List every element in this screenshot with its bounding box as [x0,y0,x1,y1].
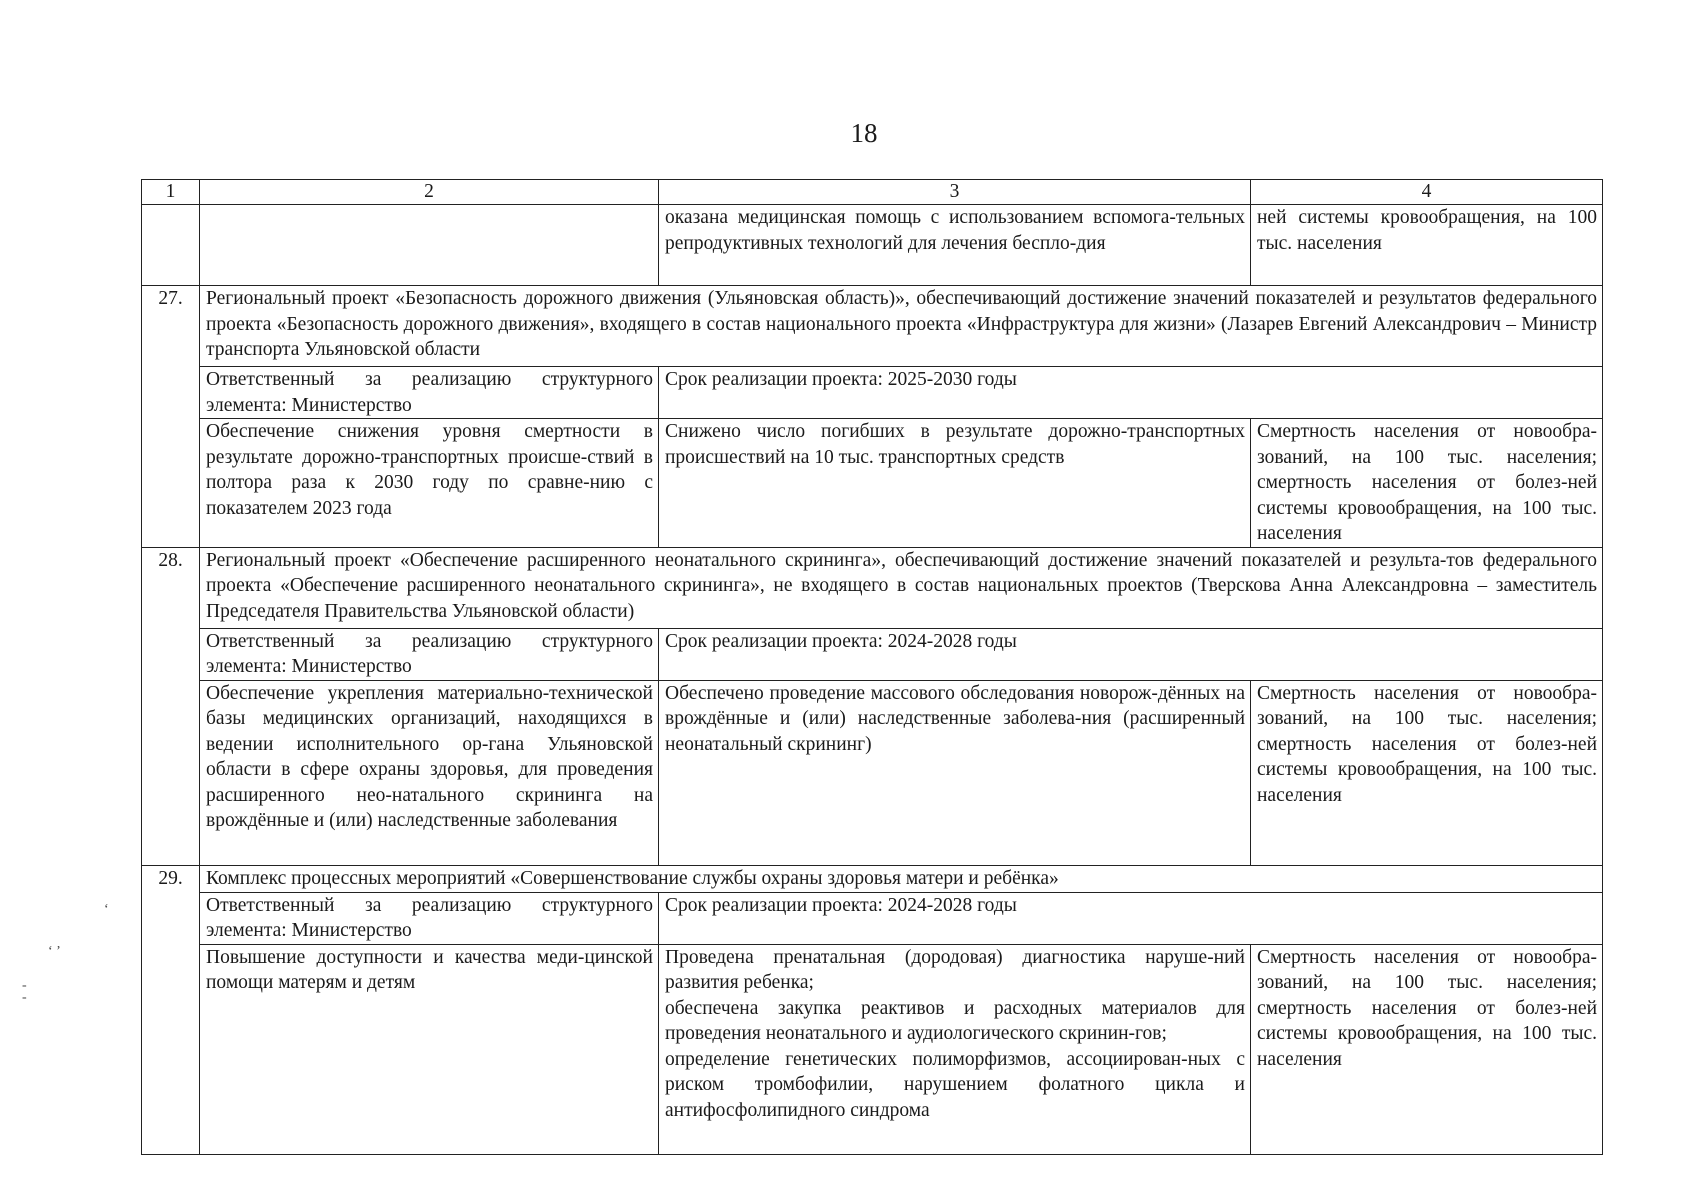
result-item-2: обеспечена закупка реактивов и расходных материалов для проведения неонатального и аудиологического скринин-гов; [665,997,1245,1044]
indicators-first: Смертность населения от новообра-зований, на 100 тыс. населения; [1257,421,1597,468]
indicators-cell [1251,944,1603,1154]
project-detail-row [142,419,1603,548]
project-detail-row [142,944,1603,1154]
continuation-indicators: ней системы кровообращения, на 100 тыс. населения [1251,205,1603,286]
project-title: Региональный проект «Обеспечение расширенного неонатального скрининга», обеспечивающий достижение значений показателей и результа-тов федерального проекта «Обеспечение расширенного неонатального скрининга», не входящего в состав национальных проектов (Тверскова Анна Александровна – заместитель Председателя Правительства Ульяновской области) [200,547,1603,628]
continuation-result: оказана медицинская помощь с использованием вспомога-тельных репродуктивных технологий для лечения беспло-дия [659,205,1251,286]
result-text: Снижено число погибших в результате дорожно-транспортных происшествий на 10 тыс. транспортных средств [659,419,1251,548]
column-header-3: 3 [659,180,1251,205]
indicators-second: смертность населения от болез-ней системы кровообращения, на 100 тыс. населения [1257,733,1597,806]
project-title: Региональный проект «Безопасность дорожного движения (Ульяновская область)», обеспечивающий достижение значений показателей и результатов федерального проекта «Безопасность дорожного движения», входящего в состав национального проекта «Инфраструктура для жизни» (Лазарев Евгений Александрович – Министр транспорта Ульяновской области [200,286,1603,367]
indicators-second: смертность населения от болез-ней системы кровообращения, на 100 тыс. населения [1257,997,1597,1070]
header-row [142,180,1603,205]
project-detail-row [142,680,1603,865]
continuation-number-cell [142,205,200,286]
indicators-first: Смертность населения от новообра-зований, на 100 тыс. населения; [1257,682,1597,729]
project-title-row [142,865,1603,892]
indicators-second: смертность населения от болез-ней системы кровообращения, на 100 тыс. населения [1257,472,1597,544]
task-text: Повышение доступности и качества меди-цинской помощи матерям и детям [200,944,659,1154]
result-text: Обеспечено проведение массового обследования новорож-дённых на врождённые и (или) наследственные заболева-ния (расширенный неонатальный скрининг) [659,680,1251,865]
project-responsible-row [142,628,1603,680]
indicators-cell [1251,419,1603,548]
responsible-text: Ответственный за реализацию структурного элемента: Министерство [200,892,659,944]
term-text: Срок реализации проекта: 2024-2028 годы [659,892,1603,944]
project-title-row [142,286,1603,367]
project-responsible-row [142,892,1603,944]
row-number: 29. [142,865,200,1154]
indicators-first: Смертность населения от новообра-зований, на 100 тыс. населения; [1257,946,1597,993]
scan-speck: ‘ [104,902,109,917]
column-header-1: 1 [142,180,200,205]
result-item-3: определение генетических полиморфизмов, ассоциирован-ных с риском тромбофилии, нарушением фолатного цикла и антифосфолипидного синдрома [665,1048,1245,1121]
task-text: Обеспечение укрепления материально-технической базы медицинских организаций, находящихся в ведении исполнительного ор-гана Ульяновской области в сфере охраны здоровья, для проведения расширенного нео-натального скрининга на врождённые и (или) наследственные заболевания [200,680,659,865]
row-number: 27. [142,286,200,548]
program-table [141,179,1603,1155]
indicators-cell [1251,680,1603,865]
scan-speck: - [22,978,27,993]
column-header-2: 2 [200,180,659,205]
continuation-task-cell [200,205,659,286]
project-title: Комплекс процессных мероприятий «Совершенствование службы охраны здоровья матери и ребёнка» [200,865,1603,892]
column-header-4: 4 [1251,180,1603,205]
project-title-row [142,547,1603,628]
result-item-1: Проведена пренатальная (дородовая) диагностика наруше-ний развития ребенка; [665,946,1245,993]
result-cell [659,944,1251,1154]
task-text: Обеспечение снижения уровня смертности в результате дорожно-транспортных происше-ствий в полтора раза к 2030 году по сравне-нию с показателем 2023 года [200,419,659,548]
responsible-text: Ответственный за реализацию структурного элемента: Министерство [200,628,659,680]
project-responsible-row [142,367,1603,419]
page-number: 18 [850,118,878,148]
term-text: Срок реализации проекта: 2025-2030 годы [659,367,1603,419]
continuation-row [142,205,1603,286]
scan-speck: ‘ ’ [48,944,61,959]
term-text: Срок реализации проекта: 2024-2028 годы [659,628,1603,680]
row-number: 28. [142,547,200,865]
responsible-text: Ответственный за реализацию структурного элемента: Министерство [200,367,659,419]
scan-speck: - [22,990,27,1005]
